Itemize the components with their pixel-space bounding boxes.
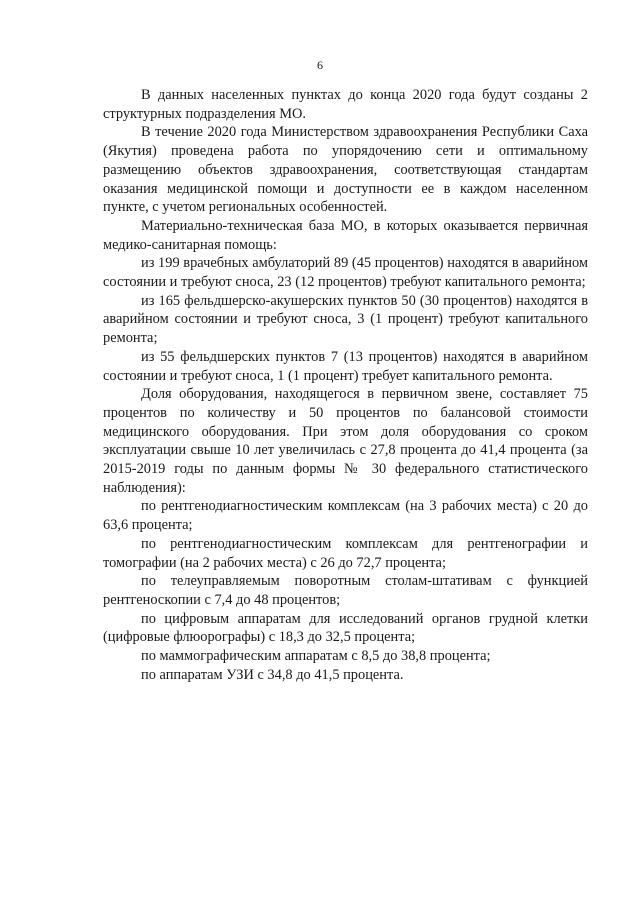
list-item-xray-2: по рентгенодиагностическим комплексам для рентгенографии и томографии (на 2 рабочих места) с 26 до 72,7 процента;: [103, 535, 588, 571]
list-item-ultrasound: по аппаратам УЗИ с 34,8 до 41,5 процента.: [141, 666, 404, 683]
list-item-fluorographs: по цифровым аппаратам для исследований органов грудной клетки (цифровые флюорографы) с 18,3 до 32,5 процента;: [103, 610, 588, 646]
paragraph-network-optimization: В течение 2020 года Министерством здравоохранения Республики Саха (Якутия) проведена работа по упорядочению сети и оптимальному размещению объектов здравоохранения, соответствующая стандартам оказания медицинской помощи и доступности ее в каждом населенном пункте, с учетом региональных особенностей.: [103, 124, 588, 216]
paragraph-material-base: Материально-техническая база МО, в которых оказывается первичная медико-санитарная помощь:: [103, 217, 588, 253]
list-item-tables: по телеуправляемым поворотным столам-штативам с функцией рентгеноскопии с 7,4 до 48 процентов;: [103, 573, 588, 608]
page-number: 6: [317, 58, 323, 72]
paragraph-subdivisions: В данных населенных пунктах до конца 2020 года будут созданы 2 структурных подразделения МО.: [103, 87, 588, 122]
list-item-xray-3: по рентгенодиагностическим комплексам (на 3 рабочих места) с 20 до 63,6 процента;: [103, 498, 588, 534]
list-item-fp: из 55 фельдшерских пунктов 7 (13 процентов) находятся в аварийном состоянии и требуют сноса, 1 (1 процент) требует капитального ремонта.: [103, 348, 588, 384]
list-item-mammography: по маммографическим аппаратам с 8,5 до 38,8 процента;: [141, 648, 491, 665]
document-body: [103, 86, 588, 685]
paragraph-equipment-share: Доля оборудования, находящегося в первичном звене, составляет 75 процентов по количеству и 50 процентов по балансовой стоимости медицинского оборудования. При этом доля оборудования со сроком эксплуатации свыше 10 лет увеличилась с 27,8 процента до 41,4 процента (за 2015-2019 годы по данным формы № 30 федерального статистического наблюдения):: [103, 386, 588, 496]
list-item-fap: из 165 фельдшерско-акушерских пунктов 50 (30 процентов) находятся в аварийном состоянии и требуют сноса, 3 (1 процент) требуют капитального ремонта;: [103, 292, 588, 347]
list-item-ambulatories: из 199 врачебных амбулаторий 89 (45 процентов) находятся в аварийном состоянии и требуют сноса, 23 (12 процентов) требуют капитального ремонта;: [103, 255, 588, 291]
